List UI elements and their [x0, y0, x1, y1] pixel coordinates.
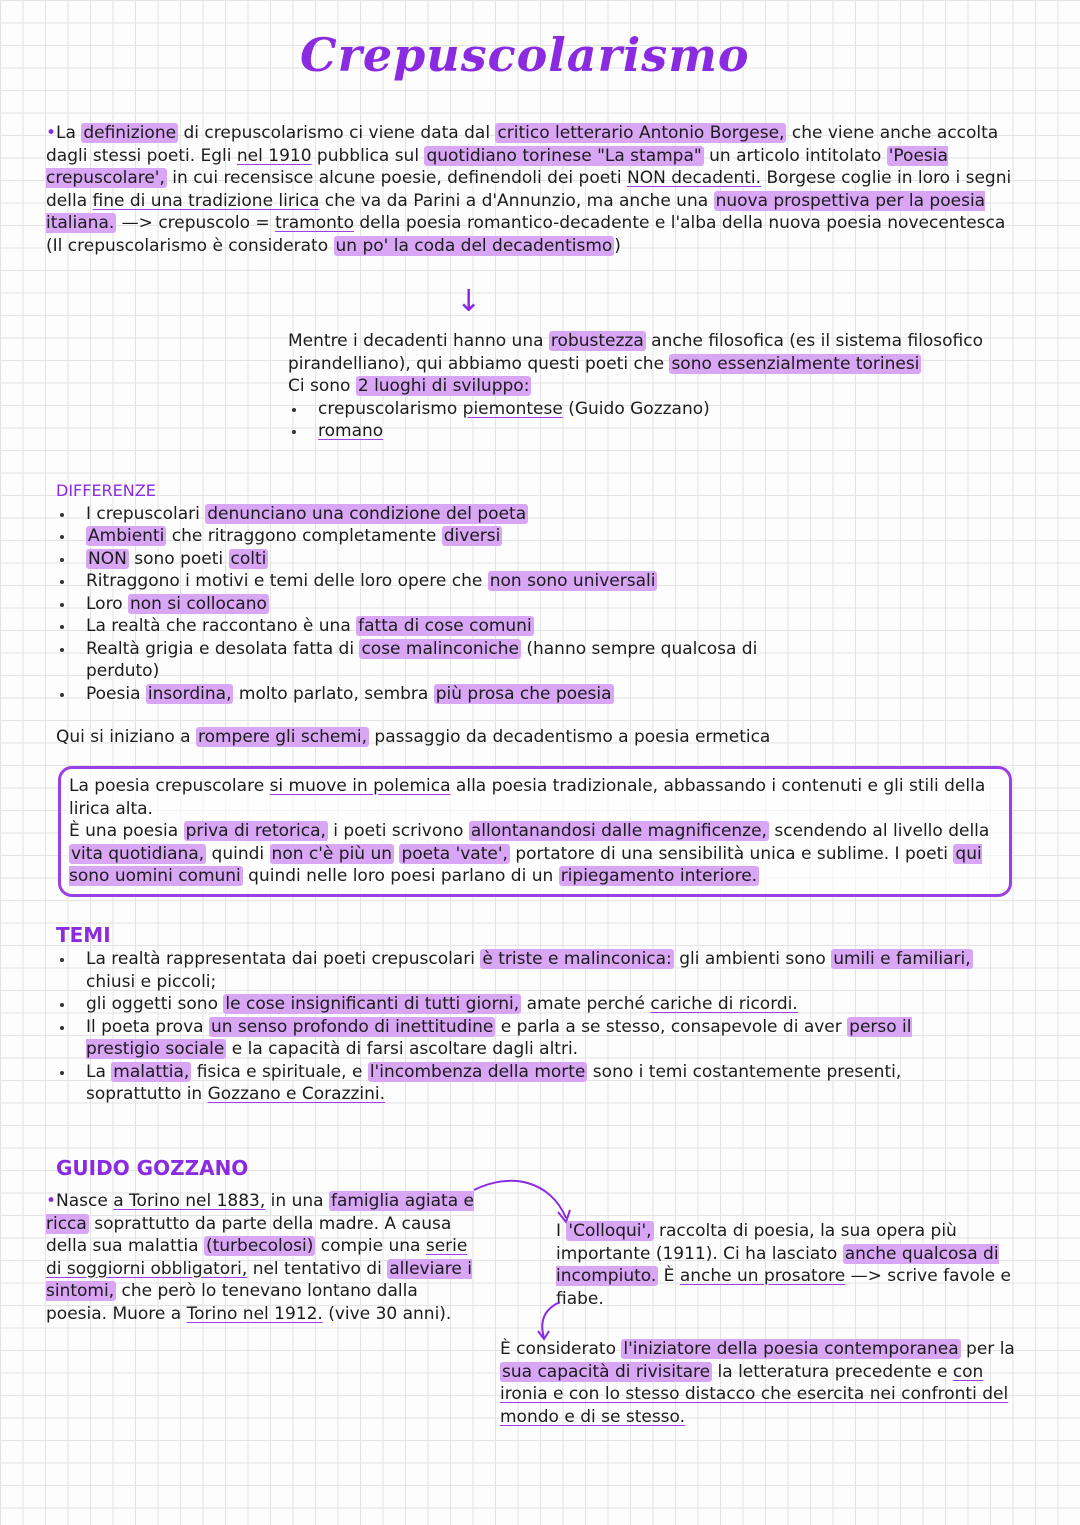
list-item: I crepuscolari denunciano una condizione del poeta	[56, 503, 1016, 526]
schemi-line: Qui si iniziano a rompere gli schemi, passaggio da decadentismo a poesia ermetica	[56, 727, 771, 747]
intro-paragraph: •La definizione di crepuscolarismo ci viene data dal critico letterario Antonio Borgese, che viene anche accolta dagli stessi poeti. Egli nel 1910 pubblica sul quotidiano torinese "La stampa" un articolo intitolato 'Poesia crepuscolare', in cui recensisce alcune poesie, definendoli dei poeti NON decadenti. Borgese coglie in loro i segni della fine di una tradizione lirica che va da Parini a d'Annunzio, ma anche una nuova prospettiva per la poesia italiana. —> crepuscolo = tramonto della poesia romantico-decadente e l'alba della nuova poesia novecentesca (Il crepuscolarismo è considerato un po' la coda del decadentismo )	[46, 123, 1012, 256]
colloqui-paragraph: I 'Colloqui', raccolta di poesia, la sua opera più importante (1911). Ci ha lasciato anche qualcosa di incompiuto. È anche un prosatore —> scrive favole e fiabe.	[556, 1221, 1011, 1309]
list-item: Ritraggono i motivi e temi delle loro opere che non sono universali	[56, 570, 1016, 593]
list-item: romano	[288, 420, 1008, 443]
temi-section	[56, 922, 986, 1106]
list-item: Poesia insordina, molto parlato, sembra più prosa che poesia	[56, 683, 1016, 706]
page-title: Crepuscolarismo	[300, 28, 750, 82]
list-item: La realtà che raccontano è una fatta di cose comuni	[56, 615, 1016, 638]
gozzano-heading: GUIDO GOZZANO	[56, 1156, 249, 1180]
temi-heading: TEMI	[56, 923, 111, 947]
list-item: Loro non si collocano	[56, 593, 1016, 616]
middle-paragraph: Mentre i decadenti hanno una robustezza anche filosofica (es il sistema filosofico pirandelliano), qui abbiamo questi poeti che sono essenzialmente torinesi Ci sono 2 luoghi di sviluppo: crepuscolarismo piemontese (Guido Gozzano) romano	[288, 330, 1008, 443]
differenze-section	[56, 480, 1016, 705]
list-item: La malattia, fisica e spirituale, e l'incombenza della morte sono i temi costantemente presenti, soprattutto in Gozzano e Corazzini.	[56, 1061, 986, 1106]
list-item: Il poeta prova un senso profondo di inettitudine e parla a se stesso, consapevole di aver perso il prestigio sociale e la capacità di farsi ascoltare dagli altri.	[56, 1016, 986, 1061]
polemica-box: La poesia crepuscolare si muove in polemica alla poesia tradizionale, abbassando i contenuti e gli stili della lirica alta. È una poesia priva di retorica, i poeti scrivono allontanandosi dalle magnificenze, scendendo al livello della vita quotidiana, quindi non c'è più un poeta 'vate', portatore di una sensibilità unica e sublime. I poeti qui sono uomini comuni quindi nelle loro poesi parlano di un ripiegamento interiore.	[58, 766, 1012, 897]
list-item: NON sono poeti colti	[56, 548, 1016, 571]
list-item: La realtà rappresentata dai poeti crepuscolari è triste e malinconica: gli ambienti sono umili e familiari, chiusi e piccoli;	[56, 948, 986, 993]
gozzano-bio: •Nasce a Torino nel 1883, in una famiglia agiata e ricca soprattutto da parte della madre. A causa della sua malattia (turbecolosi) compie una serie di soggiorni obbligatori, nel tentativo di alleviare i sintomi, che però lo tenevano lontano dalla poesia. Muore a Torino nel 1912. (vive 30 anni).	[46, 1191, 475, 1324]
list-item: Realtà grigia e desolata fatta di cose malinconiche (hanno sempre qualcosa di perduto)	[56, 638, 1016, 683]
small-curved-arrow	[530, 1300, 570, 1342]
list-item: Ambienti che ritraggono completamente diversi	[56, 525, 1016, 548]
differenze-heading: DIFFERENZE	[56, 481, 156, 500]
down-arrow: ↓	[456, 284, 482, 319]
list-item: crepuscolarismo piemontese (Guido Gozzano)	[288, 398, 1008, 421]
iniziatore-paragraph: È considerato l'iniziatore della poesia contemporanea per la sua capacità di rivisitare la letteratura precedente e con ironia e con lo stesso distacco che esercita nei confronti del mondo e di se stesso.	[500, 1339, 1015, 1427]
list-item: gli oggetti sono le cose insignificanti di tutti giorni, amate perché cariche di ricordi.	[56, 993, 986, 1016]
